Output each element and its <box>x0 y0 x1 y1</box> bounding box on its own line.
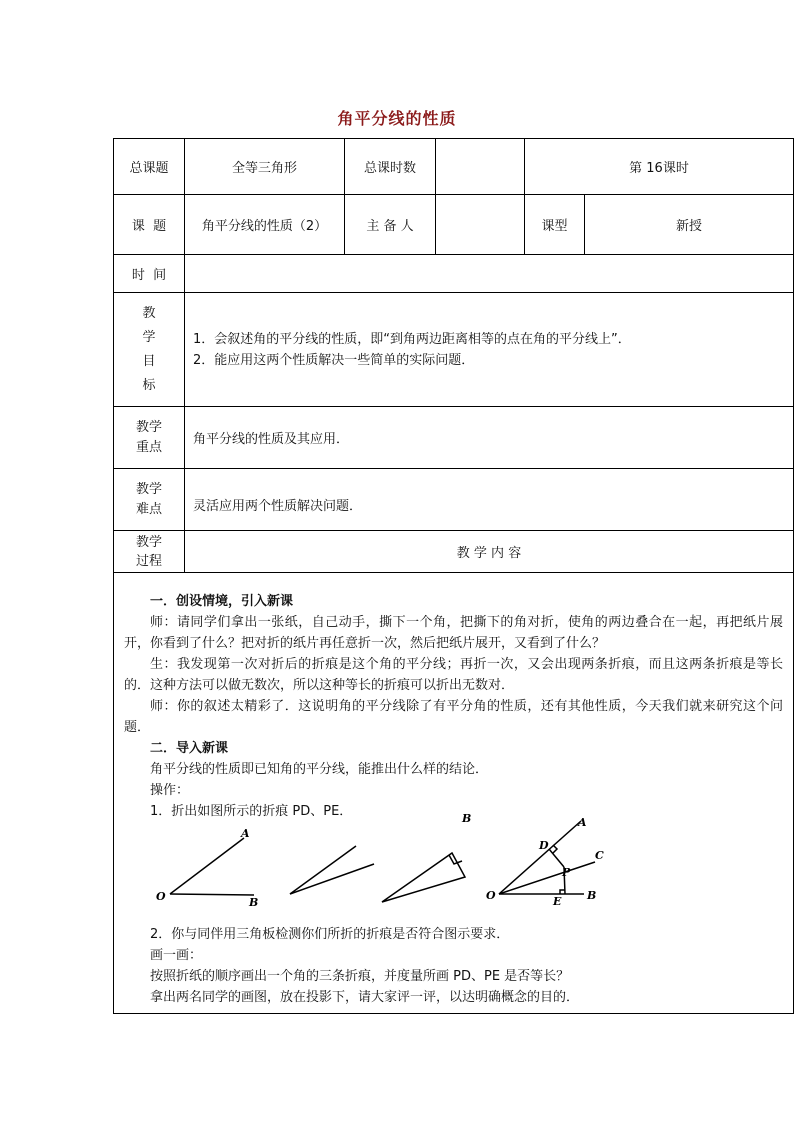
goals-label-char: 标 <box>142 377 156 393</box>
fig4-label-e: E <box>553 895 562 908</box>
fig4-label-a: A <box>578 816 587 829</box>
figure-3-folded-triangle <box>382 853 465 902</box>
paragraph: 1．折出如图所示的折痕 PD、PE． <box>150 804 353 819</box>
fig1-label-a: A <box>241 827 250 840</box>
fig4-label-d: D <box>539 839 549 852</box>
header-row-2 <box>114 195 794 255</box>
process-label <box>114 531 185 573</box>
goal-item: 2．能应用这两个性质解决一些简单的实际问题． <box>193 352 475 368</box>
fig4-label-o: O <box>486 889 496 902</box>
paragraph: 操作： <box>150 783 190 798</box>
figure-4-bisector <box>499 821 595 894</box>
paragraph: 师：请同学们拿出一张纸，自己动手，撕下一个角，把撕下的角对折，使角的两边叠合在一起，再把纸片展开，你看到了什么？把对折的纸片再任意折一次，然后把纸片展开，又看到了什么？ <box>124 615 783 651</box>
fig3-label-b: B <box>462 812 472 825</box>
goals-row <box>114 293 794 407</box>
process-label-line: 教学 <box>135 534 162 550</box>
type-label: 课型 <box>525 195 585 255</box>
section-heading: 一．创设情境，引入新课 <box>150 594 294 609</box>
time-row <box>114 255 794 293</box>
key-point-label-line: 教学 <box>135 419 162 435</box>
fig4-label-p: P <box>562 866 571 879</box>
lesson-value: 角平分线的性质（2） <box>185 195 345 255</box>
goals-label-char: 目 <box>142 353 156 369</box>
section-heading: 二．导入新课 <box>150 741 229 756</box>
paragraph: 师：你的叙述太精彩了．这说明角的平分线除了有平分角的性质，还有其他性质，今天我们就来研究这个问题． <box>124 699 783 735</box>
content-row <box>114 573 794 1014</box>
difficulty-label-line: 教学 <box>135 481 162 497</box>
fig4-label-b: B <box>587 889 597 902</box>
process-label-line: 过程 <box>135 553 162 569</box>
paragraph: 画一画： <box>150 948 203 963</box>
difficulty-text: 灵活应用两个性质解决问题． <box>185 469 794 531</box>
topic-value: 全等三角形 <box>185 139 345 195</box>
difficulty-label-line: 难点 <box>135 501 162 517</box>
goal-item: 1．会叙述角的平分线的性质，即“到角两边距离相等的点在角的平分线上”． <box>193 331 631 347</box>
lesson-content <box>114 573 794 1014</box>
folding-figures <box>124 812 783 922</box>
goals-label-char: 教 <box>142 305 156 321</box>
difficulty-row <box>114 469 794 531</box>
lesson-label: 课 题 <box>114 195 185 255</box>
lesson-plan-table <box>113 138 794 1014</box>
process-row <box>114 531 794 573</box>
lesson-number: 第 16课时 <box>525 139 794 195</box>
paragraph: 拿出两名同学的画图，放在投影下，请大家评一评，以达明确概念的目的． <box>150 990 580 1005</box>
header-row-1 <box>114 139 794 195</box>
key-point-label-line: 重点 <box>135 439 162 455</box>
time-label: 时 间 <box>114 255 185 293</box>
fig1-label-o: O <box>156 890 166 903</box>
figure-2-folded-angle <box>290 846 374 894</box>
fig4-label-c: C <box>595 849 604 862</box>
preparer-value <box>436 195 525 255</box>
key-point-text: 角平分线的性质及其应用． <box>185 407 794 469</box>
paragraph: 角平分线的性质即已知角的平分线，能推出什么样的结论． <box>150 762 489 777</box>
type-value: 新授 <box>585 195 794 255</box>
topic-label: 总课题 <box>114 139 185 195</box>
paragraph: 2．你与同伴用三角板检测你们所折的折痕是否符合图示要求． <box>150 927 510 942</box>
goals-label <box>114 293 185 407</box>
paragraph: 生：我发现第一次对折后的折痕是这个角的平分线；再折一次，又会出现两条折痕，而且这两条折痕是等长的．这种方法可以做无数次，所以这种等长的折痕可以折出无数对． <box>124 657 783 693</box>
total-hours-value <box>436 139 525 195</box>
key-point-row <box>114 407 794 469</box>
fig1-label-b: B <box>249 896 259 909</box>
preparer-label: 主 备 人 <box>345 195 436 255</box>
difficulty-label <box>114 469 185 531</box>
paragraph: 按照折纸的顺序画出一个角的三条折痕，并度量所画 PD、PE 是否等长？ <box>150 969 570 984</box>
folding-diagram <box>124 812 784 922</box>
page-title: 角平分线的性质 <box>337 109 457 128</box>
total-hours-label: 总课时数 <box>345 139 436 195</box>
time-value <box>185 255 794 293</box>
figure-1-angle <box>170 838 254 895</box>
goals-label-char: 学 <box>142 329 156 345</box>
goals-content <box>185 293 794 407</box>
key-point-label <box>114 407 185 469</box>
process-heading: 教 学 内 容 <box>185 531 794 573</box>
